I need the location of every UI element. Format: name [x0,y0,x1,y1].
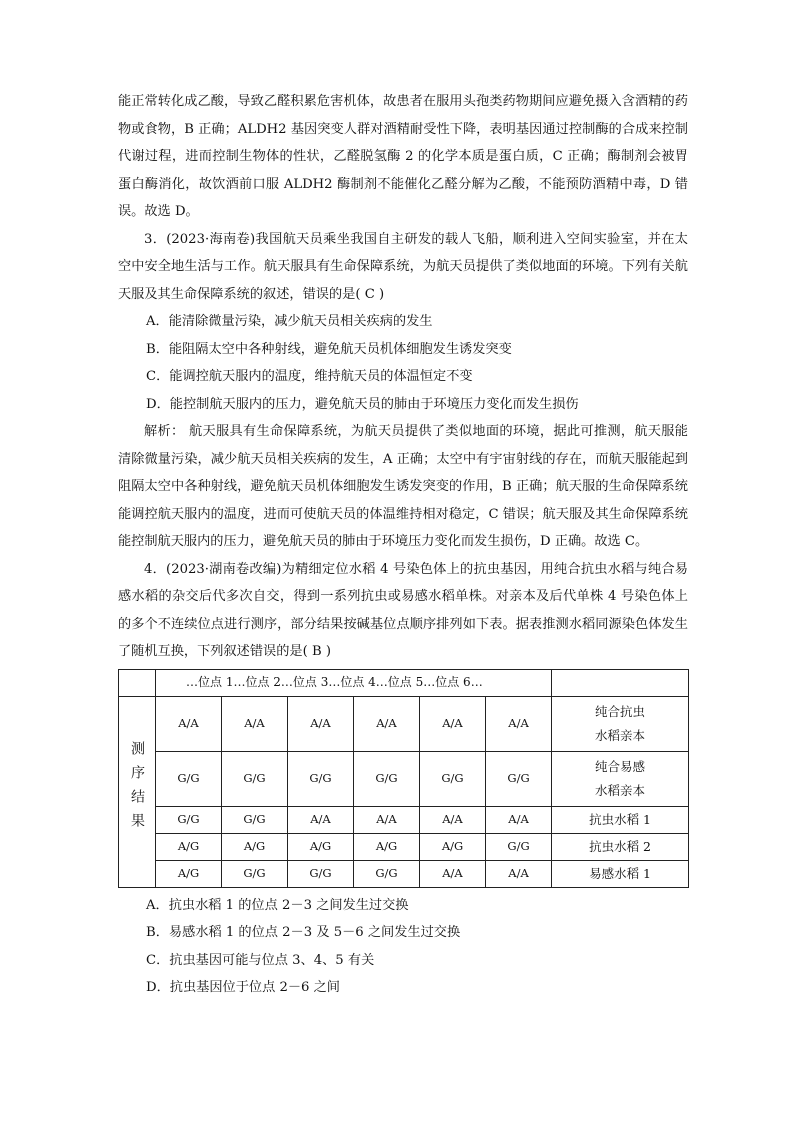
genotype-cell: A/A [420,806,486,833]
table-row [119,696,689,751]
genotype-cell: G/G [156,751,222,806]
sample-label-cell: 易感水稻 1 [552,860,689,887]
question-4-stem: 4．(2023·湖南卷改编)为精细定位水稻 4 号染色体上的抗虫基因，用纯合抗虫水稻与纯合易感水稻的杂交后代多次自交，得到一系列抗虫或易感水稻单株。对亲本及后代单株 4 号染色体上的多个不连续位点进行测序，部分结果按碱基位点顺序排列如下表。据表推测水稻同源染色体发生了随机互换，下列叙述错误的是( B ) [118,561,688,659]
question-4-option-b: B．易感水稻 1 的位点 2－3 及 5－6 之间发生过交换 [146,925,461,940]
genotype-cell: A/A [288,806,354,833]
sample-label-cell [552,696,689,751]
genotype-cell: A/G [156,860,222,887]
genotype-cell: A/A [486,806,552,833]
table-row [119,806,689,833]
genotype-cell: A/A [486,696,552,751]
sample-label-line2: 水稻亲本 [595,727,646,743]
question-3-analysis: 解析： 航天服具有生命保障系统，为航天员提供了类似地面的环境，据此可推测，航天服能清除微量污染，减少航天员相关疾病的发生，A 正确；太空中有宇宙射线的存在，而航天服能起到阻隔太空中各种射线，避免航天员机体细胞发生诱发突变的作用，B 正确；航天服的生命保障系统能调控航天服内的温度，进而可使航天员的体温维持相对稳定，C 错误；航天服及其生命保障系统能控制航天服内的压力，避免航天员的肺由于环境压力变化而发生损伤，D 正确。故选 C。 [118,424,688,549]
genotype-cell: G/G [354,751,420,806]
sample-label-line1: 纯合抗虫 [595,703,646,719]
question-4-option-c: C．抗虫基因可能与位点 3、4、5 有关 [146,952,375,968]
genotype-cell: G/G [486,751,552,806]
genotype-cell: G/G [222,751,288,806]
genotype-cell: G/G [222,806,288,833]
genotype-cell: A/A [354,806,420,833]
table-corner-cell [119,669,156,696]
genotype-cell: A/G [156,833,222,860]
sequencing-table [118,669,689,888]
table-row [119,860,689,887]
genotype-cell: G/G [354,860,420,887]
question-4-option-d: D．抗虫基因位于位点 2－6 之间 [146,980,340,995]
genotype-cell: G/G [288,751,354,806]
genotype-cell: G/G [420,751,486,806]
genotype-cell: A/A [486,860,552,887]
genotype-cell: A/G [222,833,288,860]
genotype-cell: A/G [354,833,420,860]
genotype-cell: A/A [420,860,486,887]
question-3-option-a: A．能清除微量污染，减少航天员相关疾病的发生 [146,314,433,329]
sample-label-line1: 纯合易感 [595,758,646,774]
table-header-row [119,669,689,696]
document-body [118,88,688,1002]
table-header-blank [552,669,689,696]
genotype-cell: G/G [486,833,552,860]
table-row [119,833,689,860]
sample-label-cell: 抗虫水稻 1 [552,806,689,833]
sample-label-cell [552,751,689,806]
genotype-cell: G/G [288,860,354,887]
question-4-option-a: A．抗虫水稻 1 的位点 2－3 之间发生过交换 [146,897,409,913]
table-row [119,751,689,806]
loci-header: …位点 1…位点 2…位点 3…位点 4…位点 5…位点 6… [156,669,552,696]
genotype-cell: A/G [420,833,486,860]
genotype-cell: A/G [288,833,354,860]
genotype-cell: G/G [222,860,288,887]
previous-answer-text: 能正常转化成乙酸，导致乙醛积累危害机体，故患者在服用头孢类药物期间应避免摄入含酒精的药物或食物，B 正确；ALDH2 基因突变人群对酒精耐受性下降，表明基因通过控制酶的合成来控制代谢过程，进而控制生物体的性状，乙醛脱氢酶 2 的化学本质是蛋白质，C 正确；酶制剂会被胃蛋白酶消化，故饮酒前口服 ALDH2 酶制剂不能催化乙醛分解为乙酸，不能预防酒精中毒，D 错误。故选 D。 [118,94,688,219]
question-3-option-b: B．能阻隔太空中各种射线，避免航天员机体细胞发生诱发突变 [146,341,512,357]
genotype-cell: A/A [354,696,420,751]
sample-label-line2: 水稻亲本 [595,782,646,798]
side-label: 测序结果 [129,740,145,837]
genotype-cell: A/A [156,696,222,751]
sample-label-cell: 抗虫水稻 2 [552,833,689,860]
question-3-option-d: D．能控制航天服内的压力，避免航天员的肺由于环境压力变化而发生损伤 [146,396,579,412]
question-3-stem: 3．(2023·海南卷)我国航天员乘坐我国自主研发的载人飞船，顺利进入空间实验室，并在太空中安全地生活与工作。航天服具有生命保障系统，为航天员提供了类似地面的环境。下列有关航天服及其生命保障系统的叙述，错误的是( C ) [118,231,688,302]
genotype-cell: G/G [156,806,222,833]
genotype-cell: A/A [222,696,288,751]
side-label-cell [119,696,156,887]
genotype-cell: A/A [288,696,354,751]
question-3-option-c: C．能调控航天服内的温度，维持航天员的体温恒定不变 [146,369,473,384]
genotype-cell: A/A [420,696,486,751]
